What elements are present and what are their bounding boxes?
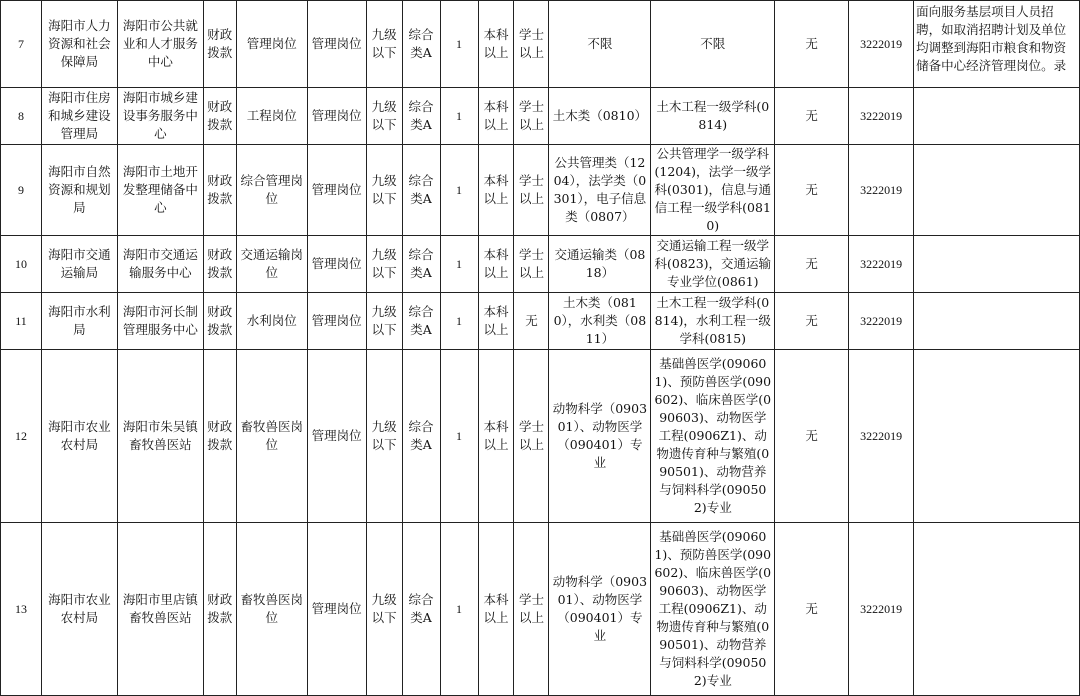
- table-body: [1, 1, 1080, 696]
- education-cell: [478, 293, 514, 350]
- category-cell: [402, 1, 440, 88]
- position-type-cell: [307, 523, 366, 696]
- unit-cell-text: 海阳市里店镇畜牧兽医站: [122, 592, 198, 625]
- other-requirement-cell-text: 无: [805, 108, 818, 123]
- other-requirement-cell-text: 无: [805, 36, 818, 51]
- count-cell-text: 1: [456, 37, 463, 51]
- position-type-cell: [307, 236, 366, 293]
- category-cell: [402, 523, 440, 696]
- undergrad-major-cell-text: 土木类（0810），水利类（0811）: [553, 295, 647, 346]
- remark-cell: [914, 88, 1080, 145]
- education-cell: [478, 145, 514, 236]
- other-requirement-cell: [775, 1, 849, 88]
- grad-major-cell: [651, 145, 775, 236]
- unit-cell-text: 海阳市城乡建设事务服务中心: [122, 90, 198, 141]
- funding-cell-text: 财政拨款: [207, 592, 233, 625]
- level-cell-text: 九级以下: [371, 247, 397, 280]
- unit-cell: [117, 293, 203, 350]
- remark-cell: [914, 293, 1080, 350]
- education-cell-text: 本科以上: [483, 592, 509, 625]
- phone-cell-text: 3222019: [860, 109, 903, 123]
- count-cell: [440, 88, 478, 145]
- phone-cell-text: 3222019: [860, 183, 903, 197]
- position-cell-text: 工程岗位: [246, 108, 297, 123]
- education-cell: [478, 88, 514, 145]
- grad-major-cell: [651, 523, 775, 696]
- level-cell-text: 九级以下: [371, 99, 397, 132]
- count-cell-text: 1: [456, 109, 463, 123]
- degree-cell-text: 学士以上: [518, 247, 544, 280]
- level-cell-text: 九级以下: [371, 173, 397, 206]
- education-cell-text: 本科以上: [483, 99, 509, 132]
- undergrad-major-cell-text: 不限: [587, 36, 613, 51]
- table-row: [1, 88, 1080, 145]
- phone-cell: [849, 293, 914, 350]
- position-cell-text: 综合管理岗位: [240, 173, 303, 206]
- dept-cell: [41, 350, 117, 523]
- undergrad-major-cell-text: 土木类（0810）: [552, 108, 648, 123]
- remark-cell: [914, 350, 1080, 523]
- count-cell: [440, 523, 478, 696]
- category-cell: [402, 145, 440, 236]
- position-cell: [236, 350, 307, 523]
- dept-cell-text: 海阳市农业农村局: [48, 592, 111, 625]
- dept-cell: [41, 293, 117, 350]
- unit-cell: [117, 1, 203, 88]
- table-row: [1, 145, 1080, 236]
- grad-major-cell-text: 不限: [700, 36, 726, 51]
- funding-cell-text: 财政拨款: [207, 173, 233, 206]
- other-requirement-cell: [775, 523, 849, 696]
- unit-cell: [117, 523, 203, 696]
- grad-major-cell-text: 土木工程一级学科(0814): [656, 99, 770, 132]
- education-cell-text: 本科以上: [483, 173, 509, 206]
- unit-cell: [117, 236, 203, 293]
- level-cell: [366, 88, 402, 145]
- row-number-text: 9: [17, 183, 24, 197]
- degree-cell: [514, 523, 549, 696]
- category-cell-text: 综合类A: [408, 592, 434, 625]
- table-row: [1, 523, 1080, 696]
- count-cell: [440, 293, 478, 350]
- education-cell: [478, 350, 514, 523]
- unit-cell-text: 海阳市公共就业和人才服务中心: [122, 18, 198, 69]
- unit-cell-text: 海阳市交通运输服务中心: [122, 247, 198, 280]
- position-type-cell: [307, 145, 366, 236]
- education-cell-text: 本科以上: [483, 419, 509, 452]
- phone-cell: [849, 88, 914, 145]
- funding-cell-text: 财政拨款: [207, 419, 233, 452]
- phone-cell-text: 3222019: [860, 314, 903, 328]
- row-number-text: 8: [17, 109, 24, 123]
- grad-major-cell-text: 交通运输工程一级学科(0823)，交通运输专业学位(0861): [654, 238, 772, 289]
- undergrad-major-cell: [549, 145, 651, 236]
- undergrad-major-cell: [549, 523, 651, 696]
- position-cell-text: 管理岗位: [246, 36, 297, 51]
- position-cell-text: 畜牧兽医岗位: [240, 419, 303, 452]
- position-cell-text: 水利岗位: [246, 313, 297, 328]
- unit-cell: [117, 350, 203, 523]
- other-requirement-cell: [775, 350, 849, 523]
- degree-cell-text: 学士以上: [518, 99, 544, 132]
- position-cell: [236, 145, 307, 236]
- other-requirement-cell-text: 无: [805, 428, 818, 443]
- grad-major-cell: [651, 236, 775, 293]
- level-cell: [366, 145, 402, 236]
- degree-cell: [514, 145, 549, 236]
- count-cell: [440, 236, 478, 293]
- table-row: [1, 350, 1080, 523]
- unit-cell: [117, 88, 203, 145]
- position-type-cell: [307, 350, 366, 523]
- row-number: [1, 523, 42, 696]
- dept-cell: [41, 88, 117, 145]
- dept-cell-text: 海阳市交通运输局: [48, 247, 111, 280]
- table-row: [1, 1, 1080, 88]
- level-cell: [366, 236, 402, 293]
- row-number-text: 12: [14, 429, 27, 443]
- grad-major-cell-text: 土木工程一级学科(0814)，水利工程一级学科(0815): [654, 295, 771, 346]
- undergrad-major-cell: [549, 293, 651, 350]
- table-row: [1, 293, 1080, 350]
- row-number: [1, 350, 42, 523]
- position-cell: [236, 236, 307, 293]
- remark-cell-text: 面向服务基层项目人员招聘，如取消招聘计划及单位均调整到海阳市粮食和物资储备中心经济管理岗位。录: [916, 4, 1067, 73]
- degree-cell-text: 无: [525, 313, 538, 328]
- education-cell: [478, 523, 514, 696]
- count-cell-text: 1: [456, 257, 463, 271]
- row-number-text: 13: [14, 602, 27, 616]
- funding-cell: [203, 145, 236, 236]
- dept-cell-text: 海阳市农业农村局: [48, 419, 111, 452]
- position-type-cell-text: 管理岗位: [311, 428, 362, 443]
- phone-cell-text: 3222019: [860, 257, 903, 271]
- position-cell-text: 畜牧兽医岗位: [240, 592, 303, 625]
- phone-cell: [849, 236, 914, 293]
- category-cell-text: 综合类A: [408, 419, 434, 452]
- position-type-cell: [307, 1, 366, 88]
- phone-cell: [849, 1, 914, 88]
- other-requirement-cell: [775, 88, 849, 145]
- position-cell: [236, 1, 307, 88]
- phone-cell: [849, 523, 914, 696]
- level-cell-text: 九级以下: [371, 419, 397, 452]
- other-requirement-cell-text: 无: [805, 182, 818, 197]
- unit-cell-text: 海阳市河长制管理服务中心: [122, 304, 198, 337]
- position-type-cell-text: 管理岗位: [311, 36, 362, 51]
- remark-cell: [914, 145, 1080, 236]
- position-type-cell-text: 管理岗位: [311, 108, 362, 123]
- undergrad-major-cell-text: 公共管理类（1204），法学类（0301），电子信息类（0807）: [553, 155, 647, 224]
- undergrad-major-cell: [549, 88, 651, 145]
- undergrad-major-cell: [549, 236, 651, 293]
- grad-major-cell: [651, 350, 775, 523]
- position-type-cell-text: 管理岗位: [311, 313, 362, 328]
- row-number: [1, 293, 42, 350]
- position-cell: [236, 293, 307, 350]
- education-cell: [478, 1, 514, 88]
- category-cell-text: 综合类A: [408, 99, 434, 132]
- undergrad-major-cell-text: 动物科学（090301）、动物医学（090401）专业: [552, 574, 648, 643]
- level-cell-text: 九级以下: [371, 304, 397, 337]
- other-requirement-cell-text: 无: [805, 601, 818, 616]
- category-cell-text: 综合类A: [408, 173, 434, 206]
- degree-cell: [514, 350, 549, 523]
- count-cell: [440, 350, 478, 523]
- count-cell-text: 1: [456, 183, 463, 197]
- category-cell: [402, 293, 440, 350]
- unit-cell: [117, 145, 203, 236]
- undergrad-major-cell: [549, 1, 651, 88]
- degree-cell: [514, 293, 549, 350]
- phone-cell-text: 3222019: [860, 37, 903, 51]
- grad-major-cell-text: 基础兽医学(090601)、预防兽医学(090602)、临床兽医学(090603)、动物医学工程(0906Z1)、动物遗传育种与繁殖(090501)、动物营养与饲料科学(090502)专业: [654, 529, 772, 688]
- other-requirement-cell-text: 无: [805, 256, 818, 271]
- undergrad-major-cell-text: 动物科学（090301）、动物医学（090401）专业: [552, 401, 648, 470]
- count-cell-text: 1: [456, 602, 463, 616]
- grad-major-cell: [651, 1, 775, 88]
- category-cell: [402, 88, 440, 145]
- position-cell-text: 交通运输岗位: [240, 247, 303, 280]
- position-type-cell-text: 管理岗位: [311, 182, 362, 197]
- row-number: [1, 145, 42, 236]
- position-type-cell: [307, 293, 366, 350]
- level-cell-text: 九级以下: [371, 27, 397, 60]
- degree-cell-text: 学士以上: [518, 27, 544, 60]
- category-cell-text: 综合类A: [408, 247, 434, 280]
- count-cell-text: 1: [456, 314, 463, 328]
- row-number: [1, 236, 42, 293]
- funding-cell-text: 财政拨款: [207, 304, 233, 337]
- count-cell-text: 1: [456, 429, 463, 443]
- dept-cell-text: 海阳市住房和城乡建设管理局: [48, 90, 111, 141]
- level-cell: [366, 523, 402, 696]
- degree-cell: [514, 88, 549, 145]
- category-cell: [402, 236, 440, 293]
- grad-major-cell-text: 公共管理学一级学科(1204)，法学一级学科(0301)，信息与通信工程一级学科(0810): [654, 146, 772, 233]
- dept-cell-text: 海阳市人力资源和社会保障局: [48, 18, 111, 69]
- row-number-text: 7: [17, 37, 24, 51]
- degree-cell-text: 学士以上: [518, 173, 544, 206]
- phone-cell: [849, 145, 914, 236]
- dept-cell-text: 海阳市自然资源和规划局: [48, 164, 111, 215]
- level-cell: [366, 350, 402, 523]
- funding-cell: [203, 350, 236, 523]
- category-cell-text: 综合类A: [408, 27, 434, 60]
- education-cell: [478, 236, 514, 293]
- degree-cell-text: 学士以上: [518, 592, 544, 625]
- remark-cell: [914, 523, 1080, 696]
- grad-major-cell: [651, 293, 775, 350]
- phone-cell-text: 3222019: [860, 429, 903, 443]
- grad-major-cell: [651, 88, 775, 145]
- undergrad-major-cell-text: 交通运输类（0818）: [554, 247, 646, 280]
- level-cell: [366, 293, 402, 350]
- category-cell-text: 综合类A: [408, 304, 434, 337]
- unit-cell-text: 海阳市土地开发整理储备中心: [122, 164, 198, 215]
- level-cell: [366, 1, 402, 88]
- degree-cell-text: 学士以上: [518, 419, 544, 452]
- other-requirement-cell: [775, 236, 849, 293]
- education-cell-text: 本科以上: [483, 247, 509, 280]
- row-number-text: 11: [15, 314, 27, 328]
- other-requirement-cell: [775, 145, 849, 236]
- education-cell-text: 本科以上: [483, 27, 509, 60]
- funding-cell-text: 财政拨款: [207, 27, 233, 60]
- count-cell: [440, 1, 478, 88]
- funding-cell: [203, 523, 236, 696]
- position-type-cell-text: 管理岗位: [311, 256, 362, 271]
- grad-major-cell-text: 基础兽医学(090601)、预防兽医学(090602)、临床兽医学(090603)、动物医学工程(0906Z1)、动物遗传育种与繁殖(090501)、动物营养与饲料科学(090502)专业: [654, 356, 772, 515]
- category-cell: [402, 350, 440, 523]
- dept-cell-text: 海阳市水利局: [48, 304, 111, 337]
- other-requirement-cell-text: 无: [805, 313, 818, 328]
- position-type-cell-text: 管理岗位: [311, 601, 362, 616]
- dept-cell: [41, 236, 117, 293]
- remark-cell: [914, 1, 1080, 88]
- degree-cell: [514, 1, 549, 88]
- funding-cell-text: 财政拨款: [207, 247, 233, 280]
- funding-cell: [203, 1, 236, 88]
- row-number: [1, 88, 42, 145]
- unit-cell-text: 海阳市朱吴镇畜牧兽医站: [122, 419, 198, 452]
- remark-cell: [914, 236, 1080, 293]
- row-number-text: 10: [14, 257, 27, 271]
- phone-cell: [849, 350, 914, 523]
- position-type-cell: [307, 88, 366, 145]
- other-requirement-cell: [775, 293, 849, 350]
- position-cell: [236, 88, 307, 145]
- row-number: [1, 1, 42, 88]
- funding-cell: [203, 88, 236, 145]
- degree-cell: [514, 236, 549, 293]
- dept-cell: [41, 145, 117, 236]
- dept-cell: [41, 523, 117, 696]
- funding-cell: [203, 293, 236, 350]
- count-cell: [440, 145, 478, 236]
- phone-cell-text: 3222019: [860, 602, 903, 616]
- education-cell-text: 本科以上: [483, 304, 509, 337]
- table-row: [1, 236, 1080, 293]
- funding-cell: [203, 236, 236, 293]
- undergrad-major-cell: [549, 350, 651, 523]
- level-cell-text: 九级以下: [371, 592, 397, 625]
- funding-cell-text: 财政拨款: [207, 99, 233, 132]
- dept-cell: [41, 1, 117, 88]
- position-cell: [236, 523, 307, 696]
